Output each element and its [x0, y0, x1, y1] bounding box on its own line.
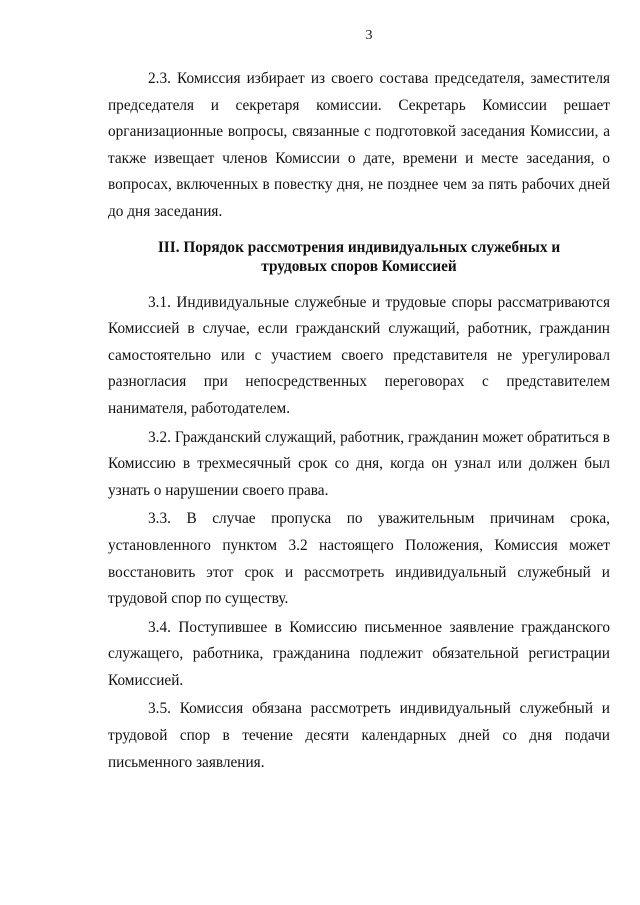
paragraph-3-5: 3.5. Комиссия обязана рассмотреть индивидуальный служебный и трудовой спор в течение десяти календарных дней со дня подачи письменного заявления.	[108, 700, 610, 771]
paragraph-3-4: 3.4. Поступившее в Комиссию письменное заявление гражданского служащего, работника, гражданина подлежит обязательной регистрации Комиссией.	[108, 618, 610, 689]
paragraph-2-3: 2.3. Комиссия избирает из своего состава председателя, заместителя председателя и секретаря комиссии. Секретарь Комиссии решает организационные вопросы, связанные с подготовкой заседания Комиссии, а также извещает членов Комиссии о дате, времени и месте заседания, о вопросах, включенных в повестку дня, не позднее чем за пять рабочих дней до дня заседания.	[108, 70, 610, 220]
paragraph-3-2: 3.2. Гражданский служащий, работник, гражданин может обратиться в Комиссию в трехмесячный срок со дня, когда он узнал или должен был узнать о нарушении своего права.	[108, 428, 610, 499]
section-heading-line-2: трудовых споров Комиссией	[261, 257, 457, 275]
section-heading-line-1: III. Порядок рассмотрения индивидуальных служебных и	[157, 238, 561, 256]
section-heading	[108, 238, 610, 276]
page-number: 3	[365, 28, 373, 43]
paragraph-3-3: 3.3. В случае пропуска по уважительным причинам срока, установленного пунктом 3.2 настоящего Положения, Комиссия может восстановить этот срок и рассмотреть индивидуальный служебный и трудовой спор по существу.	[108, 510, 610, 608]
paragraph-3-1: 3.1. Индивидуальные служебные и трудовые споры рассматриваются Комиссией в случае, если гражданский служащий, работник, гражданин самостоятельно или с участием своего представителя не урегулировал разногласия при непосредственных переговорах с представителем нанимателя, работодателем.	[108, 293, 610, 417]
